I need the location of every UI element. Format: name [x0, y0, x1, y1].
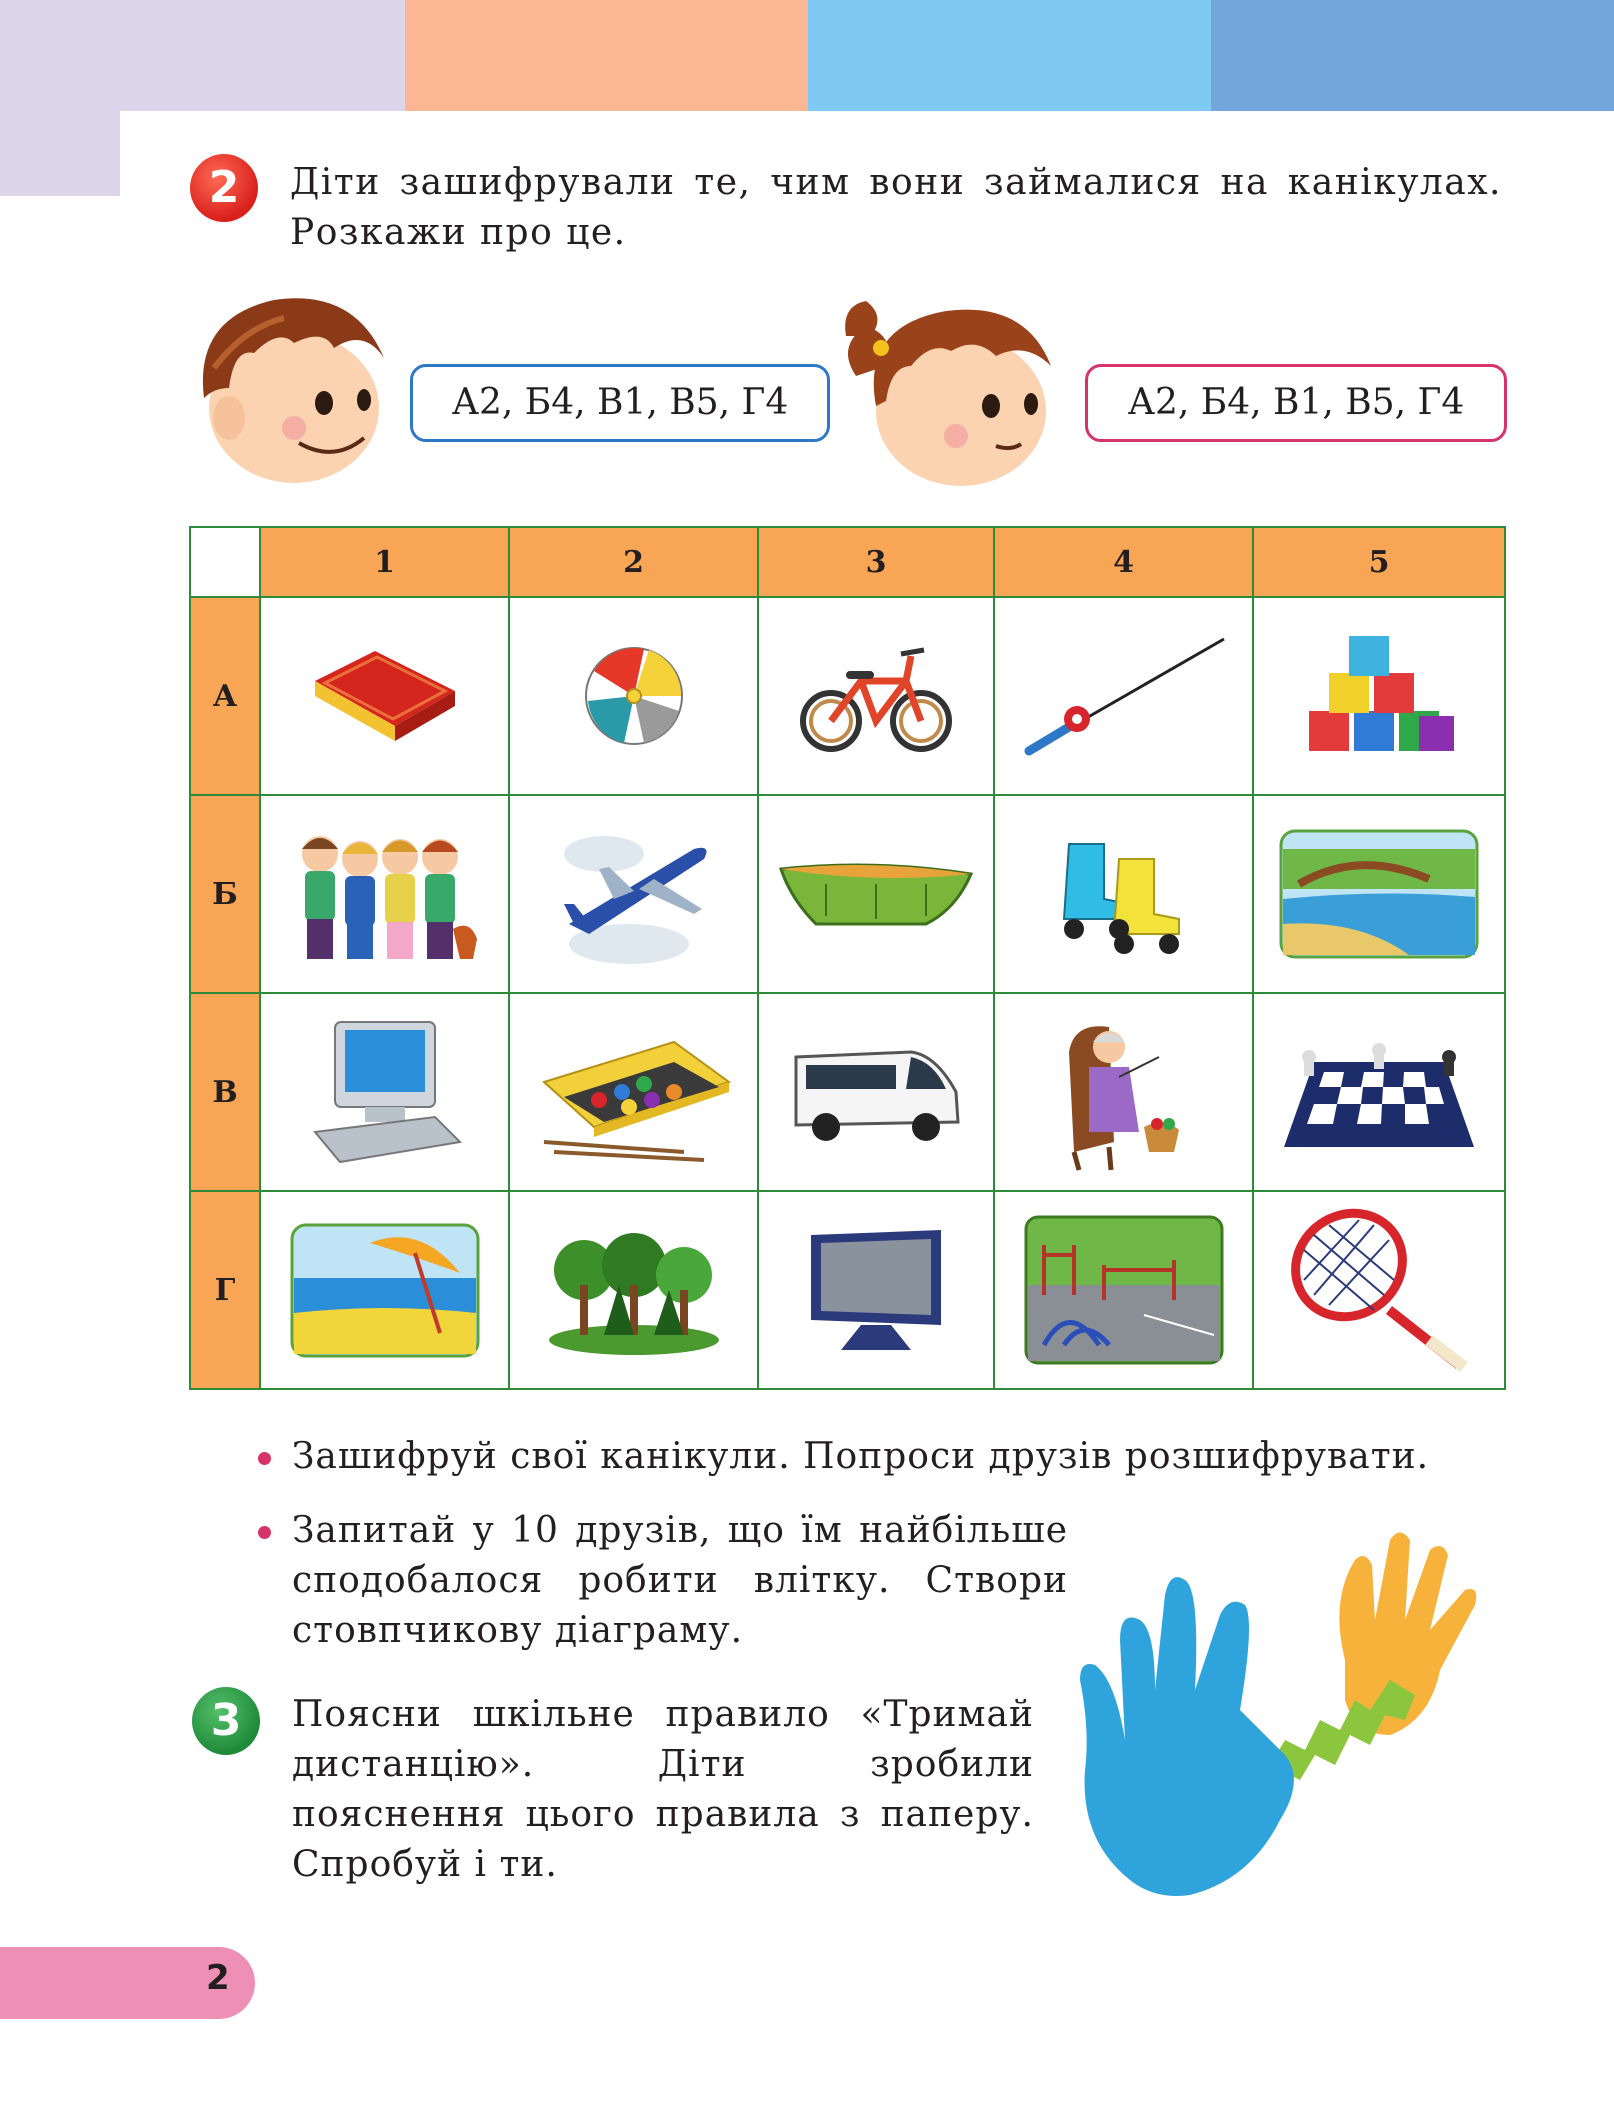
table-cell [1253, 795, 1505, 993]
chess-icon [1279, 1032, 1479, 1152]
header-strip-lilac [0, 0, 405, 111]
tv-icon [801, 1225, 951, 1355]
table-cell [509, 993, 758, 1191]
boy-code-box: А2, Б4, В1, В5, Г4 [410, 364, 830, 442]
book-icon [305, 641, 465, 751]
row-header: Б [190, 795, 260, 993]
table-cell [260, 597, 509, 795]
table-cell [994, 795, 1253, 993]
header-strip-peach [405, 0, 808, 111]
table-cell [994, 1191, 1253, 1389]
task3-text: Поясни шкільне правило «Тримай дистанцію». Діти зробили пояснення цього правила з паперу. Спробуй і ти. [292, 1694, 1034, 1885]
girl-face-icon [836, 286, 1076, 496]
beach-ball-icon [574, 641, 694, 751]
computer-icon [305, 1017, 465, 1167]
table-cell [758, 795, 994, 993]
forest-icon [544, 1225, 724, 1355]
bullet-dot [258, 1526, 271, 1539]
table-cell [509, 795, 758, 993]
beach-umbrella-icon [290, 1223, 480, 1358]
table-corner-cell [190, 527, 260, 597]
table-cell [1253, 597, 1505, 795]
bridge-river-icon [1279, 829, 1479, 959]
fishing-rod-icon [1009, 631, 1239, 761]
table-cell [509, 1191, 758, 1389]
table-cell [260, 795, 509, 993]
grandmother-knitting-icon [1049, 1012, 1199, 1172]
header-strip-lightblue [808, 0, 1211, 111]
table-cell [994, 597, 1253, 795]
table-cell [1253, 993, 1505, 1191]
friends-icon [285, 819, 485, 969]
bullet-text: Запитай у 10 друзів, що їм найбільше сподобалося робити влітку. Створи стовпчикову діаграму. [292, 1510, 1068, 1651]
corner-decoration [0, 111, 120, 196]
table-cell [994, 993, 1253, 1191]
task-number-badge: 3 [192, 1687, 260, 1755]
row-header: Г [190, 1191, 260, 1389]
picture-code-table [189, 526, 1506, 1390]
bullet-item [258, 1432, 1429, 1482]
page-number: 2 [206, 1958, 230, 1998]
table-cell [758, 1191, 994, 1389]
bullet-text: Зашифруй свої канікули. Попроси друзів розшифрувати. [292, 1436, 1430, 1477]
table-cell [1253, 1191, 1505, 1389]
column-header: 5 [1253, 527, 1505, 597]
roller-skates-icon [1049, 829, 1199, 959]
table-cell [758, 597, 994, 795]
table-cell [758, 993, 994, 1191]
task-number-badge: 2 [190, 154, 258, 222]
boy-face-icon [184, 288, 394, 488]
airplane-icon [544, 819, 724, 969]
column-header: 3 [758, 527, 994, 597]
row-header: А [190, 597, 260, 795]
column-header: 1 [260, 527, 509, 597]
toy-blocks-icon [1299, 631, 1459, 761]
tennis-racket-icon [1284, 1205, 1474, 1375]
bullet-item [258, 1506, 1068, 1656]
table-cell [509, 597, 758, 795]
minibus-icon [786, 1037, 966, 1147]
header-strip-blue [1211, 0, 1614, 111]
column-header: 2 [509, 527, 758, 597]
paints-icon [534, 1022, 734, 1162]
task2-text: Діти зашифрували те, чим вони займалися на канікулах. Розкажи про це. [290, 162, 1502, 253]
girl-code-box: А2, Б4, В1, В5, Г4 [1085, 364, 1507, 442]
table-cell [260, 1191, 509, 1389]
column-header: 4 [994, 527, 1253, 597]
bullet-dot [258, 1452, 271, 1465]
bicycle-icon [796, 636, 956, 756]
row-header: В [190, 993, 260, 1191]
playground-icon [1024, 1215, 1224, 1365]
boat-icon [776, 854, 976, 934]
table-cell [260, 993, 509, 1191]
paper-hands-icon [1070, 1520, 1490, 1900]
